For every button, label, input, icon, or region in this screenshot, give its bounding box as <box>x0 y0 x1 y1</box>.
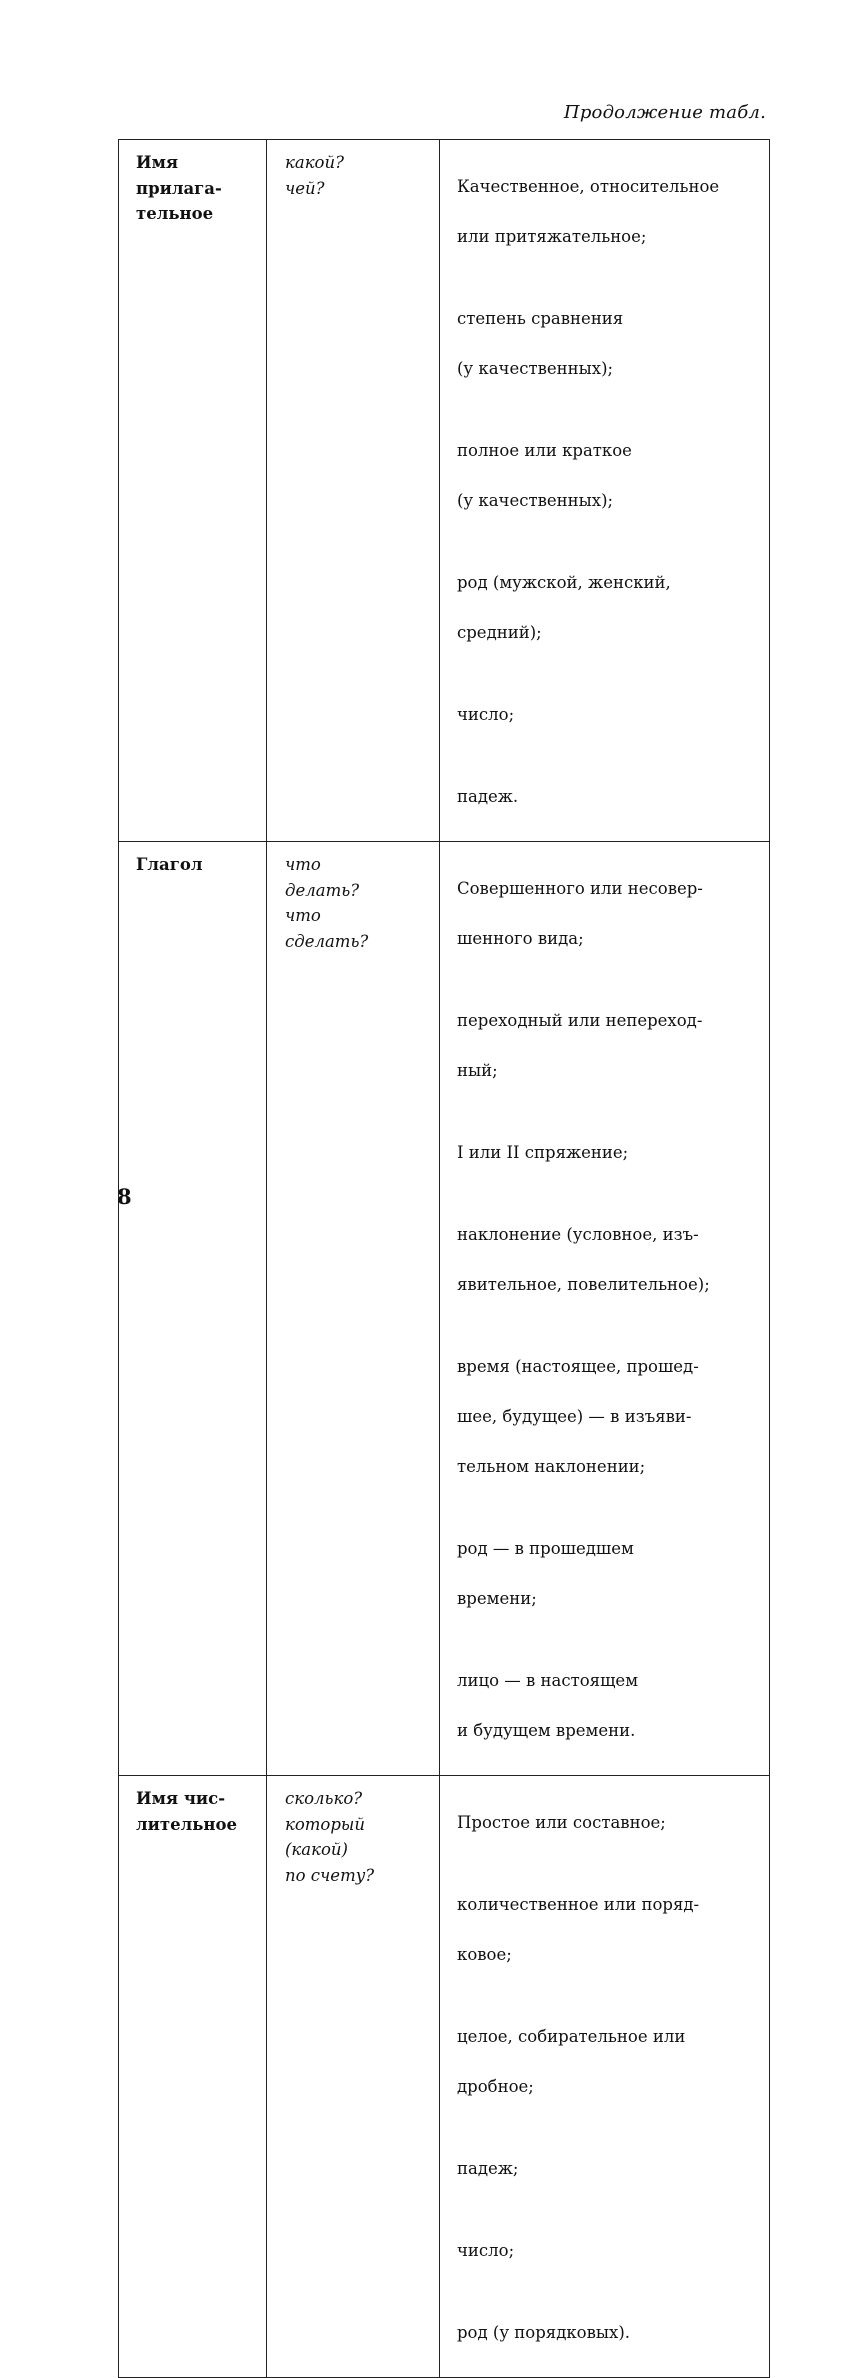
feature-line: число; <box>457 705 515 724</box>
page-number: 8 <box>117 1184 132 1209</box>
question-text <box>267 140 439 201</box>
feature-line: степень сравнения <box>457 309 624 328</box>
feature-line: ковое; <box>457 1945 512 1964</box>
question-line: сделать? <box>285 931 369 951</box>
part-of-speech-cell <box>119 1776 267 2378</box>
feature-line: Качественное, относительное <box>457 177 720 196</box>
feature-line: лицо — в настоящем <box>457 1671 639 1690</box>
features-list <box>440 842 769 1768</box>
feature-line: переходный или непереход- <box>457 1011 703 1030</box>
table-row <box>119 140 770 842</box>
question-text <box>267 842 439 954</box>
feature-item <box>457 759 759 834</box>
feature-line: тельном наклонении; <box>457 1457 646 1476</box>
feature-line: средний); <box>457 623 542 642</box>
part-of-speech-name <box>119 1776 266 1837</box>
feature-item <box>457 1643 759 1768</box>
feature-item <box>457 2131 759 2206</box>
feature-item <box>457 1115 759 1190</box>
question-line: какой? <box>285 153 344 172</box>
features-list <box>440 1776 769 2370</box>
feature-line: число; <box>457 2241 515 2260</box>
question-line: что <box>285 855 321 874</box>
question-line: который <box>285 1814 365 1834</box>
name-line: прилага- <box>136 178 222 198</box>
feature-item <box>457 1867 759 1992</box>
question-cell <box>267 842 440 1776</box>
feature-line: шее, будущее) — в изъяви- <box>457 1407 692 1426</box>
running-head: Продолжение табл. <box>563 102 766 123</box>
feature-item <box>457 1197 759 1322</box>
question-line: по счету? <box>285 1865 375 1885</box>
feature-line: род (у порядковых). <box>457 2323 631 2342</box>
feature-line: падеж; <box>457 2159 519 2178</box>
question-text <box>267 1776 439 1888</box>
feature-line: полное или краткое <box>457 441 632 460</box>
question-cell <box>267 140 440 842</box>
name-line: тельное <box>136 204 214 223</box>
feature-item <box>457 149 759 274</box>
feature-item <box>457 281 759 406</box>
question-line: чей? <box>285 178 325 198</box>
table-row <box>119 842 770 1776</box>
parts-of-speech-table <box>118 139 770 2378</box>
feature-item <box>457 1999 759 2124</box>
feature-line: или притяжательное; <box>457 227 647 246</box>
question-line: делать? <box>285 880 360 900</box>
question-line: (какой) <box>285 1840 348 1859</box>
feature-line: дробное; <box>457 2077 534 2096</box>
name-line: Имя <box>136 153 179 172</box>
feature-line: явительное, повелительное); <box>457 1275 710 1294</box>
feature-line: и будущем времени. <box>457 1721 636 1740</box>
name-line: лительное <box>136 1814 238 1834</box>
feature-item <box>457 677 759 752</box>
feature-line: Простое или составное; <box>457 1813 666 1832</box>
name-line: Глагол <box>136 855 203 874</box>
feature-line: падеж. <box>457 787 519 806</box>
features-cell <box>440 1776 770 2378</box>
feature-item <box>457 1511 759 1636</box>
feature-item <box>457 1329 759 1504</box>
feature-line: Совершенного или несовер- <box>457 879 703 898</box>
feature-item <box>457 413 759 538</box>
question-cell <box>267 1776 440 2378</box>
feature-line: род — в прошедшем <box>457 1539 634 1558</box>
feature-item <box>457 2213 759 2288</box>
question-line: сколько? <box>285 1789 363 1808</box>
features-cell <box>440 140 770 842</box>
part-of-speech-cell <box>119 140 267 842</box>
part-of-speech-name <box>119 842 266 878</box>
feature-item <box>457 983 759 1108</box>
feature-line: I или II спряжение; <box>457 1143 629 1162</box>
feature-line: (у качественных); <box>457 491 614 510</box>
feature-line: (у качественных); <box>457 359 614 378</box>
question-line: что <box>285 906 321 925</box>
feature-line: ный; <box>457 1061 498 1080</box>
name-line: Имя чис- <box>136 1789 226 1808</box>
feature-item <box>457 545 759 670</box>
feature-line: целое, собирательное или <box>457 2027 686 2046</box>
feature-item <box>457 851 759 976</box>
part-of-speech-name <box>119 140 266 227</box>
feature-line: времени; <box>457 1589 537 1608</box>
features-cell <box>440 842 770 1776</box>
feature-line: наклонение (условное, изъ- <box>457 1225 699 1244</box>
part-of-speech-cell <box>119 842 267 1776</box>
feature-item <box>457 2295 759 2370</box>
features-list <box>440 140 769 834</box>
table-row <box>119 1776 770 2378</box>
feature-line: шенного вида; <box>457 929 584 948</box>
feature-line: количественное или поряд- <box>457 1895 700 1914</box>
feature-line: время (настоящее, прошед- <box>457 1357 699 1376</box>
feature-item <box>457 1785 759 1860</box>
feature-line: род (мужской, женский, <box>457 573 671 592</box>
